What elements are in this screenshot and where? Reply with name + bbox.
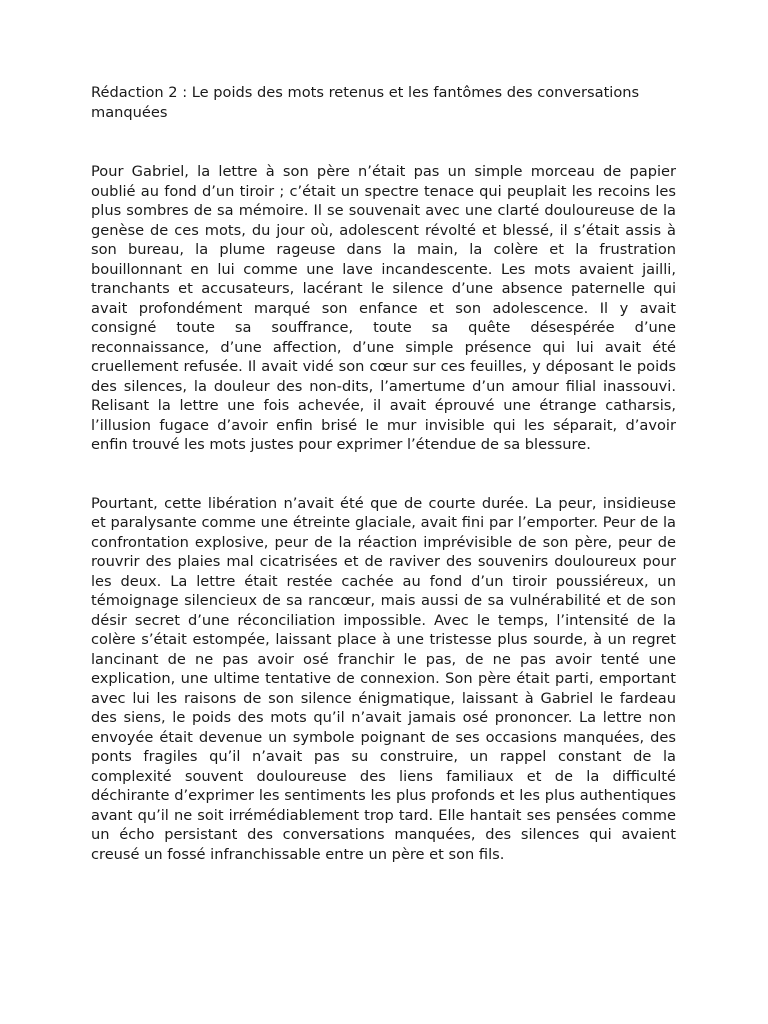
paragraph-1: Pour Gabriel, la lettre à son père n’était pas un simple morceau de papier oublié au fond d’un tiroir ; c’était un spectre tenace qui peuplait les recoins les plus sombres de sa mémoire. Il se souvenait avec une clarté douloureuse de la genèse de ces mots, du jour où, adolescent révolté et blessé, il s’était assis à son bureau, la plume rageuse dans la main, la colère et la frustration bouillonnant en lui comme une lave incandescente. Les mots avaient jailli, tranchants et accusateurs, lacérant le silence d’une absence paternelle qui avait profondément marqué son enfance et son adolescence. Il y avait consigné toute sa souffrance, toute sa quête désespérée d’une reconnaissance, d’une affection, d’une simple présence qui lui avait été cruellement refusée. Il avait vidé son cœur sur ces feuilles, y déposant le poids des silences, la douleur des non-dits, l’amertume d’un amour filial inassouvi. Relisant la lettre une fois achevée, il avait éprouvé une étrange catharsis, l’illusion fugace d’avoir enfin brisé le mur invisible qui les séparait, d’avoir enfin trouvé les mots justes pour exprimer l’étendue de sa blessure.	[91, 163, 676, 453]
paragraph-2: Pourtant, cette libération n’avait été que de courte durée. La peur, insidieuse et paralysante comme une étreinte glaciale, avait fini par l’emporter. Peur de la confrontation explosive, peur de la réaction imprévisible de son père, peur de rouvrir des plaies mal cicatrisées et de raviver des souvenirs douloureux pour les deux. La lettre était restée cachée au fond d’un tiroir poussiéreux, un témoignage silencieux de sa rancœur, mais aussi de sa vulnérabilité et de son désir secret d’une réconciliation impossible. Avec le temps, l’intensité de la colère s’était estompée, laissant place à une tristesse plus sourde, à un regret lancinant de ne pas avoir osé franchir le pas, de ne pas avoir tenté une explication, une ultime tentative de connexion. Son père était parti, emportant avec lui les raisons de son silence énigmatique, laissant à Gabriel le fardeau des siens, le poids des mots qu’il n’avait jamais osé prononcer. La lettre non envoyée était devenue un symbole poignant de ses occasions manquées, des ponts fragiles qu’il n’avait pas su construire, un rappel constant de la complexité souvent douloureuse des liens familiaux et de la difficulté déchirante d’exprimer les sentiments les plus profonds et les plus authentiques avant qu’il ne soit irrémédiablement trop tard. Elle hantait ses pensées comme un écho persistant des conversations manquées, des silences qui avaient creusé un fossé infranchissable entre un père et son fils.	[91, 494, 676, 863]
document-page	[91, 83, 676, 864]
document-title: Rédaction 2 : Le poids des mots retenus et les fantômes des conversations manquées	[91, 84, 640, 121]
